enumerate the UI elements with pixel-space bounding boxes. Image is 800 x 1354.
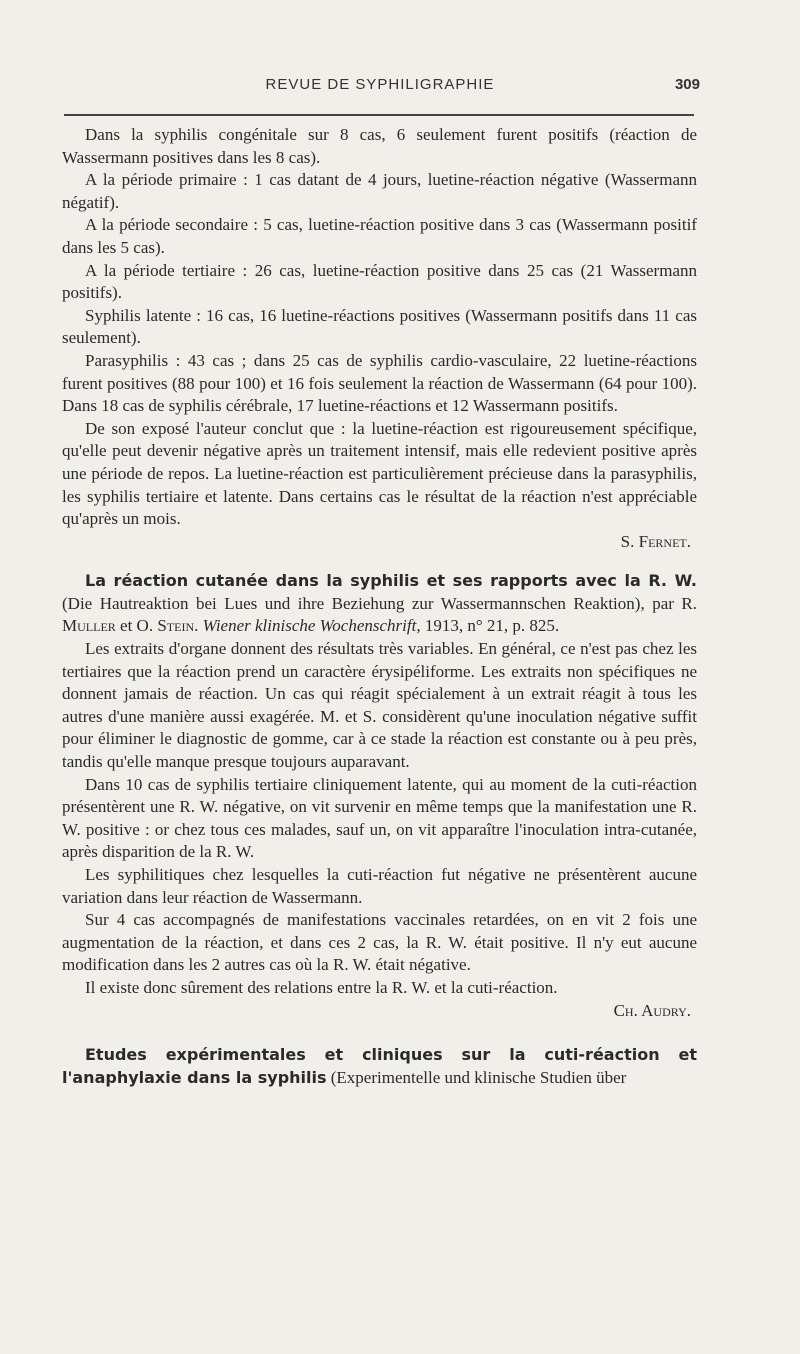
paragraph-tertiary: A la période tertiaire : 26 cas, luetine-réaction positive dans 25 cas (21 Wassermann positifs). xyxy=(62,260,697,303)
review-reference: La réaction cutanée dans la syphilis et ses rapports avec la R. W. (Die Hautreaktion bei Lues und ihre Beziehung zur Wassermannschen Reaktion), par R. Muller et O. Stein. Wiener klinische Wochenschrift, 1913, n° 21, p. 825. xyxy=(62,571,697,636)
article-body xyxy=(62,124,697,1089)
paragraph-latent: Syphilis latente : 16 cas, 16 luetine-réactions positives (Wassermann positifs dans 11 cas seulement). xyxy=(62,305,697,348)
paragraph-latent-cases: Dans 10 cas de syphilis tertiaire cliniquement latente, qui au moment de la cuti-réaction présentèrent une R. W. négative, on vit survenir en même temps que la manifestation une R. W. positive : or chez tous ces malades, sauf un, on vit apparaître l'inoculation intra-cutanée, après disparition de la R. W. xyxy=(62,774,697,862)
paragraph-relation: Il existe donc sûrement des relations entre la R. W. et la cuti-réaction. xyxy=(85,977,558,997)
paragraph-congenital: Dans la syphilis congénitale sur 8 cas, 6 seulement furent positifs (réaction de Wassermann positives dans les 8 cas). xyxy=(62,125,697,167)
author-muller: Muller xyxy=(62,616,116,636)
author-stein: Stein. xyxy=(157,616,199,636)
paragraph-primary: A la période primaire : 1 cas datant de 4 jours, luetine-réaction négative (Wassermann négatif). xyxy=(62,170,697,212)
running-title: REVUE DE SYPHILIGRAPHIE xyxy=(265,76,495,93)
paragraph-parasyphilis: Parasyphilis : 43 cas ; dans 25 cas de syphilis cardio-vasculaire, 22 luetine-réactions furent positives (88 pour 100) et 16 fois seulement la réaction de Wassermann (64 pour 100). Dans 18 cas de syphilis cérébrale, 17 luetine-réactions et 12 Wassermann positifs. xyxy=(62,350,697,416)
paragraph-vaccinal-cases: Sur 4 cas accompagnés de manifestations vaccinales retardées, on en vit 2 fois une augmentation de la réaction, et dans ces 2 cas, la R. W. était positive. Il n'y eut aucune modification dans les 2 autres cas où la R. W. était négative. xyxy=(62,910,697,975)
paragraph-secondary: A la période secondaire : 5 cas, luetine-réaction positive dans 3 cas (Wassermann positif dans les 5 cas). xyxy=(62,215,697,257)
signature-audry: Ch. Audry. xyxy=(613,1000,691,1020)
next-review-heading: Etudes expérimentales et cliniques sur la cuti-réaction et l'anaphylaxie dans la syphilis (Experimentelle und klinische Studien über xyxy=(62,1045,697,1087)
journal-name: Wiener klinische Wochenschrift, xyxy=(202,616,421,636)
page-header xyxy=(60,76,700,102)
paragraph-organ-extracts: Les extraits d'organe donnent des résultats très variables. En général, ce n'est pas chez les tertiaires que la réaction prend un caractère érysipéliforme. Les extraits non spécifiques ne donnent jamais de réaction. Un cas qui réagit spécialement à un extrait réagit à tous les autres d'une manière aussi exagérée. M. et S. considèrent qu'une inoculation négative suffit pour éliminer le diagnostic de gomme, car à ce stade la réaction est constante ou à peu près, tandis qu'elle manque presque toujours auparavant. xyxy=(62,639,697,772)
header-rule xyxy=(64,114,694,116)
page-number: 309 xyxy=(674,76,700,93)
signature-fernet: S. Fernet. xyxy=(620,531,691,551)
next-review-title: Etudes expérimentales et cliniques sur la cuti-réaction et l'anaphylaxie dans la syphilis xyxy=(62,1045,697,1087)
review-title: La réaction cutanée dans la syphilis et ses rapports avec la R. W. xyxy=(85,571,697,591)
paragraph-negative-cases: Les syphilitiques chez lesquelles la cuti-réaction fut négative ne présentèrent aucune variation dans leur réaction de Wassermann. xyxy=(62,865,697,907)
paragraph-conclusion: De son exposé l'auteur conclut que : la luetine-réaction est rigoureusement spécifique, qu'elle peut devenir négative après un traitement intensif, mais elle redevient positive après une période de repos. La luetine-réaction est particulièrement précieuse dans la parasyphilis, les syphilis tertiaire et latente. Dans certains cas le résultat de la réaction n'est appréciable qu'après un mois. xyxy=(62,418,697,529)
